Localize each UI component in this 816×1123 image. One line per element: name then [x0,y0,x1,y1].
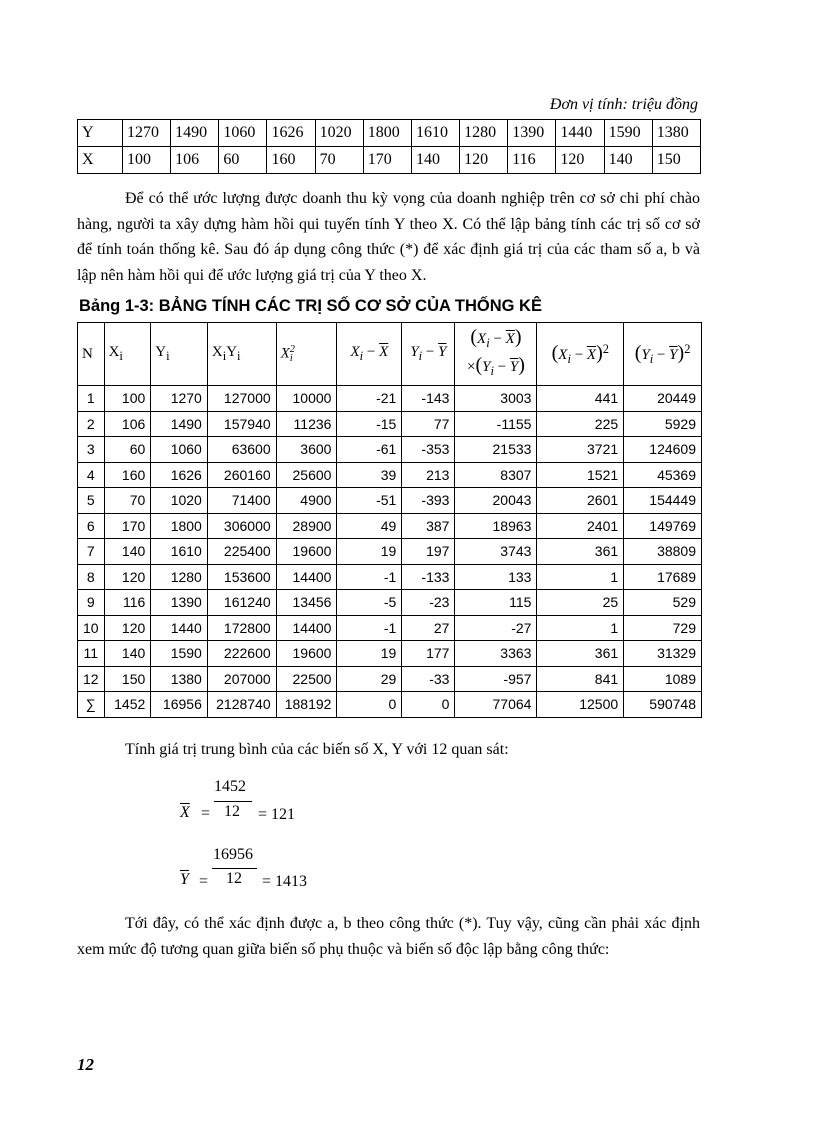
stats-cell: -33 [402,666,455,692]
header-yi: $Y_i$ [151,323,208,386]
header-xi-squared: X2 i [276,323,337,386]
stats-cell: 222600 [207,641,276,667]
stats-cell: 21533 [455,437,537,463]
stats-cell: 2401 [537,513,624,539]
stats-cell: 149769 [624,513,702,539]
stats-cell: 45369 [624,462,702,488]
stats-cell: -5 [337,590,402,616]
stats-cell-index: 2 [78,411,105,437]
stats-cell: 1440 [151,615,208,641]
stats-cell: 70 [104,488,151,514]
stats-row [78,590,702,616]
stats-row [78,641,702,667]
stats-cell: 4900 [276,488,337,514]
stats-cell: 1060 [151,437,208,463]
stats-cell: 1626 [151,462,208,488]
stats-cell: -15 [337,411,402,437]
stats-cell: -51 [337,488,402,514]
stats-cell: 115 [455,590,537,616]
stats-cell: -23 [402,590,455,616]
stats-cell: 49 [337,513,402,539]
formula-y-numerator: 16956 [213,846,253,863]
stats-cell: 153600 [207,564,276,590]
header-y-dev: $Y_i - \overline{Y}$ [402,323,455,386]
stats-cell: -1155 [455,411,537,437]
stats-cell: 1610 [151,539,208,565]
stats-cell: 10000 [276,386,337,412]
stats-cell: 14400 [276,564,337,590]
xy-cell: 1380 [652,120,700,147]
header-xiyi: $X_iY_i$ [207,323,276,386]
stats-cell: 120 [104,564,151,590]
stats-cell: 1390 [151,590,208,616]
xy-cell: 1440 [556,120,604,147]
stats-cell-index: 1 [78,386,105,412]
stats-row [78,615,702,641]
header-xi: $X_i$ [104,323,151,386]
stats-cell: 361 [537,641,624,667]
stats-cell: 39 [337,462,402,488]
xy-row-label: Y [78,120,123,147]
formula-x-result: = 121 [258,806,296,823]
stats-cell: 124609 [624,437,702,463]
stats-cell-index: 6 [78,513,105,539]
stats-cell: 19600 [276,539,337,565]
stats-cell: 29 [337,666,402,692]
stats-cell: 3363 [455,641,537,667]
stats-cell: 161240 [207,590,276,616]
stats-cell: 1452 [104,692,151,718]
formula-x-denominator: 12 [224,803,240,820]
stats-row [78,666,702,692]
page-number: 12 [77,1055,94,1074]
stats-cell: 28900 [276,513,337,539]
stats-cell: 3721 [537,437,624,463]
formula-y-denominator: 12 [226,870,242,887]
paragraph-correlation [77,911,700,962]
stats-cell: 0 [402,692,455,718]
stats-cell: 71400 [207,488,276,514]
paragraph-intro [77,186,700,288]
stats-cell: 63600 [207,437,276,463]
stats-cell: 3743 [455,539,537,565]
stats-cell: 1800 [151,513,208,539]
stats-cell: 260160 [207,462,276,488]
stats-cell: 1380 [151,666,208,692]
xy-row-x [78,147,701,174]
stats-cell-index: 12 [78,666,105,692]
stats-cell: 197 [402,539,455,565]
stats-cell: 77 [402,411,455,437]
stats-cell: 154449 [624,488,702,514]
stats-cell: 140 [104,539,151,565]
xy-cell: 140 [604,147,652,174]
stats-cell-index: ∑ [78,692,105,718]
stats-cell-index: 8 [78,564,105,590]
stats-cell: 106 [104,411,151,437]
stats-cell: 20043 [455,488,537,514]
stats-cell: 172800 [207,615,276,641]
stats-cell: 1089 [624,666,702,692]
stats-row [78,437,702,463]
xy-cell: 100 [123,147,171,174]
xy-cell: 1280 [460,120,508,147]
header-y-dev-squared: $(Y_i - \overline{Y})^2$ [624,323,702,386]
paragraph-correlation-text: Tới đây, có thể xác định được a, b theo công thức (*). Tuy vậy, cũng cần phải xác định xem mức độ tương quan giữa biến số phụ thuộc và biến số độc lập bằng công thức: [77,915,700,958]
xy-cell: 116 [508,147,556,174]
stats-cell: 1020 [151,488,208,514]
xy-cell: 1390 [508,120,556,147]
stats-cell-index: 5 [78,488,105,514]
xy-cell: 106 [171,147,219,174]
stats-cell: 5929 [624,411,702,437]
formula-x-numerator: 1452 [214,778,246,795]
stats-row [78,539,702,565]
xy-cell: 120 [556,147,604,174]
stats-cell: 225 [537,411,624,437]
stats-cell: 0 [337,692,402,718]
stats-cell: 31329 [624,641,702,667]
stats-cell: 120 [104,615,151,641]
paragraph-mean [77,737,700,763]
formula-x-var: $\overline{X}$ [180,804,190,821]
formula-x-fraction-bar [214,801,252,802]
stats-cell: 841 [537,666,624,692]
stats-cell: 14400 [276,615,337,641]
stats-cell: 213 [402,462,455,488]
xy-cell: 1800 [363,120,411,147]
stats-cell: 127000 [207,386,276,412]
xy-cell: 1060 [219,120,267,147]
stats-sum-row [78,692,702,718]
xy-cell: 60 [219,147,267,174]
stats-row [78,462,702,488]
stats-cell: 12500 [537,692,624,718]
stats-cell: 116 [104,590,151,616]
stats-cell: 140 [104,641,151,667]
stats-cell: 19 [337,641,402,667]
stats-cell: 170 [104,513,151,539]
stats-row [78,564,702,590]
formula-x-eq: = [201,805,211,822]
stats-cell: 157940 [207,411,276,437]
stats-cell: 38809 [624,539,702,565]
stats-cell: 100 [104,386,151,412]
stats-cell: 529 [624,590,702,616]
stats-cell: -1 [337,564,402,590]
stats-cell-index: 11 [78,641,105,667]
stats-cell: 27 [402,615,455,641]
paragraph-intro-text: Để có thể ước lượng được doanh thu kỳ vọng của doanh nghiệp trên cơ sở chi phí chào hàng, người ta xây dựng hàm hồi qui tuyến tính Y theo X. Có thể lập bảng tính các trị số cơ sở để tính toán thống kê. Sau đó áp dụng công thức (*) để xác định giá trị của các tham số a, b và lập nên hàm hồi qui để ước lượng giá trị của Y theo X. [77,190,700,284]
stats-row [78,386,702,412]
stats-cell: 387 [402,513,455,539]
stats-row [78,488,702,514]
stats-cell-index: 4 [78,462,105,488]
stats-cell: 1521 [537,462,624,488]
formula-y-eq: = [199,873,209,890]
header-x-dev: $X_i - \overline{X}$ [337,323,402,386]
stats-cell: 441 [537,386,624,412]
stats-cell: 150 [104,666,151,692]
unit-label: Đơn vị tính: triệu đồng [549,96,698,113]
stats-cell: 1280 [151,564,208,590]
stats-cell: 729 [624,615,702,641]
xy-data-table [77,119,701,174]
stats-header-row [78,323,702,386]
xy-cell: 120 [460,147,508,174]
stats-cell: 77064 [455,692,537,718]
stats-row [78,513,702,539]
stats-cell: 2128740 [207,692,276,718]
stats-cell: 18963 [455,513,537,539]
header-x-dev-squared: $(X_i - \overline{X})^2$ [537,323,624,386]
stats-cell: 17689 [624,564,702,590]
xy-cell: 170 [363,147,411,174]
stats-cell: -27 [455,615,537,641]
stats-cell-index: 10 [78,615,105,641]
paragraph-mean-text: Tính giá trị trung bình của các biến số X, Y với 12 quan sát: [125,741,509,758]
xy-cell: 150 [652,147,700,174]
xy-cell: 1020 [315,120,363,147]
stats-cell: -957 [455,666,537,692]
stats-cell: 19 [337,539,402,565]
stats-cell: 19600 [276,641,337,667]
formula-y-var: $\overline{Y}$ [180,871,189,888]
stats-cell-index: 3 [78,437,105,463]
xy-cell: 1610 [411,120,459,147]
stats-cell: 160 [104,462,151,488]
stats-cell: -133 [402,564,455,590]
stats-cell: 225400 [207,539,276,565]
xy-cell: 70 [315,147,363,174]
xy-cell: 160 [267,147,315,174]
header-n: N [78,323,105,386]
stats-cell: 13456 [276,590,337,616]
stats-cell: 1 [537,564,624,590]
stats-cell: 361 [537,539,624,565]
stats-cell: 188192 [276,692,337,718]
xy-row-y [78,120,701,147]
stats-cell: 1490 [151,411,208,437]
formula-y-fraction-bar [212,868,257,869]
stats-cell: 8307 [455,462,537,488]
stats-cell: 3003 [455,386,537,412]
stats-cell: 60 [104,437,151,463]
formula-y-result: = 1413 [262,873,308,890]
stats-cell: 1 [537,615,624,641]
stats-cell: 2601 [537,488,624,514]
stats-cell: 590748 [624,692,702,718]
stats-cell: 20449 [624,386,702,412]
stats-cell: -353 [402,437,455,463]
stats-cell: 25600 [276,462,337,488]
stats-cell-index: 9 [78,590,105,616]
stats-cell: 306000 [207,513,276,539]
stats-cell: -21 [337,386,402,412]
stats-cell: 1270 [151,386,208,412]
stats-cell: -61 [337,437,402,463]
stats-cell: 1590 [151,641,208,667]
xy-cell: 1590 [604,120,652,147]
stats-cell: -1 [337,615,402,641]
xy-cell: 1270 [123,120,171,147]
header-xy-dev-product: $(X_i - \overline{X})$ $\times(Y_i - \overline{Y})$ [455,323,537,386]
stats-cell-index: 7 [78,539,105,565]
stats-cell: 177 [402,641,455,667]
stats-cell: 11236 [276,411,337,437]
stats-row [78,411,702,437]
stats-cell: 207000 [207,666,276,692]
stats-table [77,322,702,718]
stats-cell: 25 [537,590,624,616]
stats-cell: 133 [455,564,537,590]
stats-cell: -143 [402,386,455,412]
xy-cell: 140 [411,147,459,174]
stats-cell: 22500 [276,666,337,692]
xy-row-label: X [78,147,123,174]
stats-cell: -393 [402,488,455,514]
table-caption: Bảng 1-3: BẢNG TÍNH CÁC TRỊ SỐ CƠ SỞ CỦA THỐNG KÊ [79,297,542,315]
stats-cell: 16956 [151,692,208,718]
xy-cell: 1626 [267,120,315,147]
stats-cell: 3600 [276,437,337,463]
xy-cell: 1490 [171,120,219,147]
